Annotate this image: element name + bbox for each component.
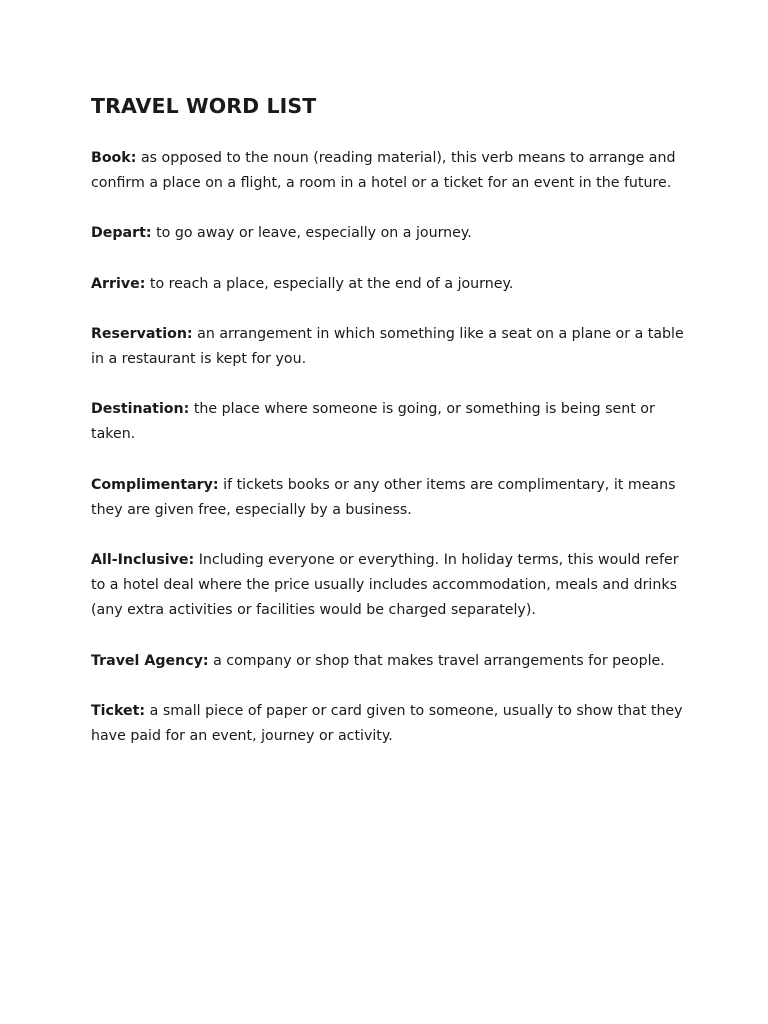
entry-all-inclusive [91, 548, 688, 624]
entry-term: Depart: [91, 225, 152, 242]
entry-complimentary [91, 473, 688, 523]
entry-term: Reservation: [91, 325, 193, 342]
entry-term: Complimentary: [91, 476, 219, 493]
entry-definition: Including everyone or everything. In holiday terms, this would refer to a hotel deal where the price usually includes accommodation, meals and drinks (any extra activities or facilities would be charged separately). [91, 552, 679, 619]
entry-term: Travel Agency: [91, 652, 209, 669]
entry-definition: if tickets books or any other items are complimentary, it means they are given free, especially by a business. [91, 476, 676, 518]
entry-term: Ticket: [91, 702, 146, 719]
entry-ticket [91, 699, 688, 749]
entry-book [91, 146, 688, 196]
entry-reservation [91, 322, 688, 372]
entry-destination [91, 397, 688, 447]
entry-arrive [91, 272, 688, 297]
document-title: TRAVEL WORD LIST [91, 94, 317, 118]
entry-term: All-Inclusive: [91, 552, 195, 569]
entry-definition: to reach a place, especially at the end of a journey. [149, 275, 514, 292]
entry-term: Destination: [91, 401, 190, 418]
entry-term: Arrive: [91, 275, 146, 292]
entry-definition: as opposed to the noun (reading material), this verb means to arrange and confirm a place on a flight, a room in a hotel or a ticket for an event in the future. [91, 150, 676, 192]
entry-definition: a small piece of paper or card given to someone, usually to show that they have paid for an event, journey or activity. [91, 702, 683, 745]
entry-definition: to go away or leave, especially on a journey. [156, 225, 472, 242]
entry-definition: the place where someone is going, or something is being sent or taken. [91, 401, 655, 443]
entry-definition: an arrangement in which something like a seat on a plane or a table in a restaurant is kept for you. [91, 325, 684, 368]
entry-travel-agency [91, 649, 688, 674]
entry-definition: a company or shop that makes travel arrangements for people. [213, 652, 665, 669]
entry-term: Book: [91, 150, 137, 166]
entry-depart [91, 221, 688, 246]
